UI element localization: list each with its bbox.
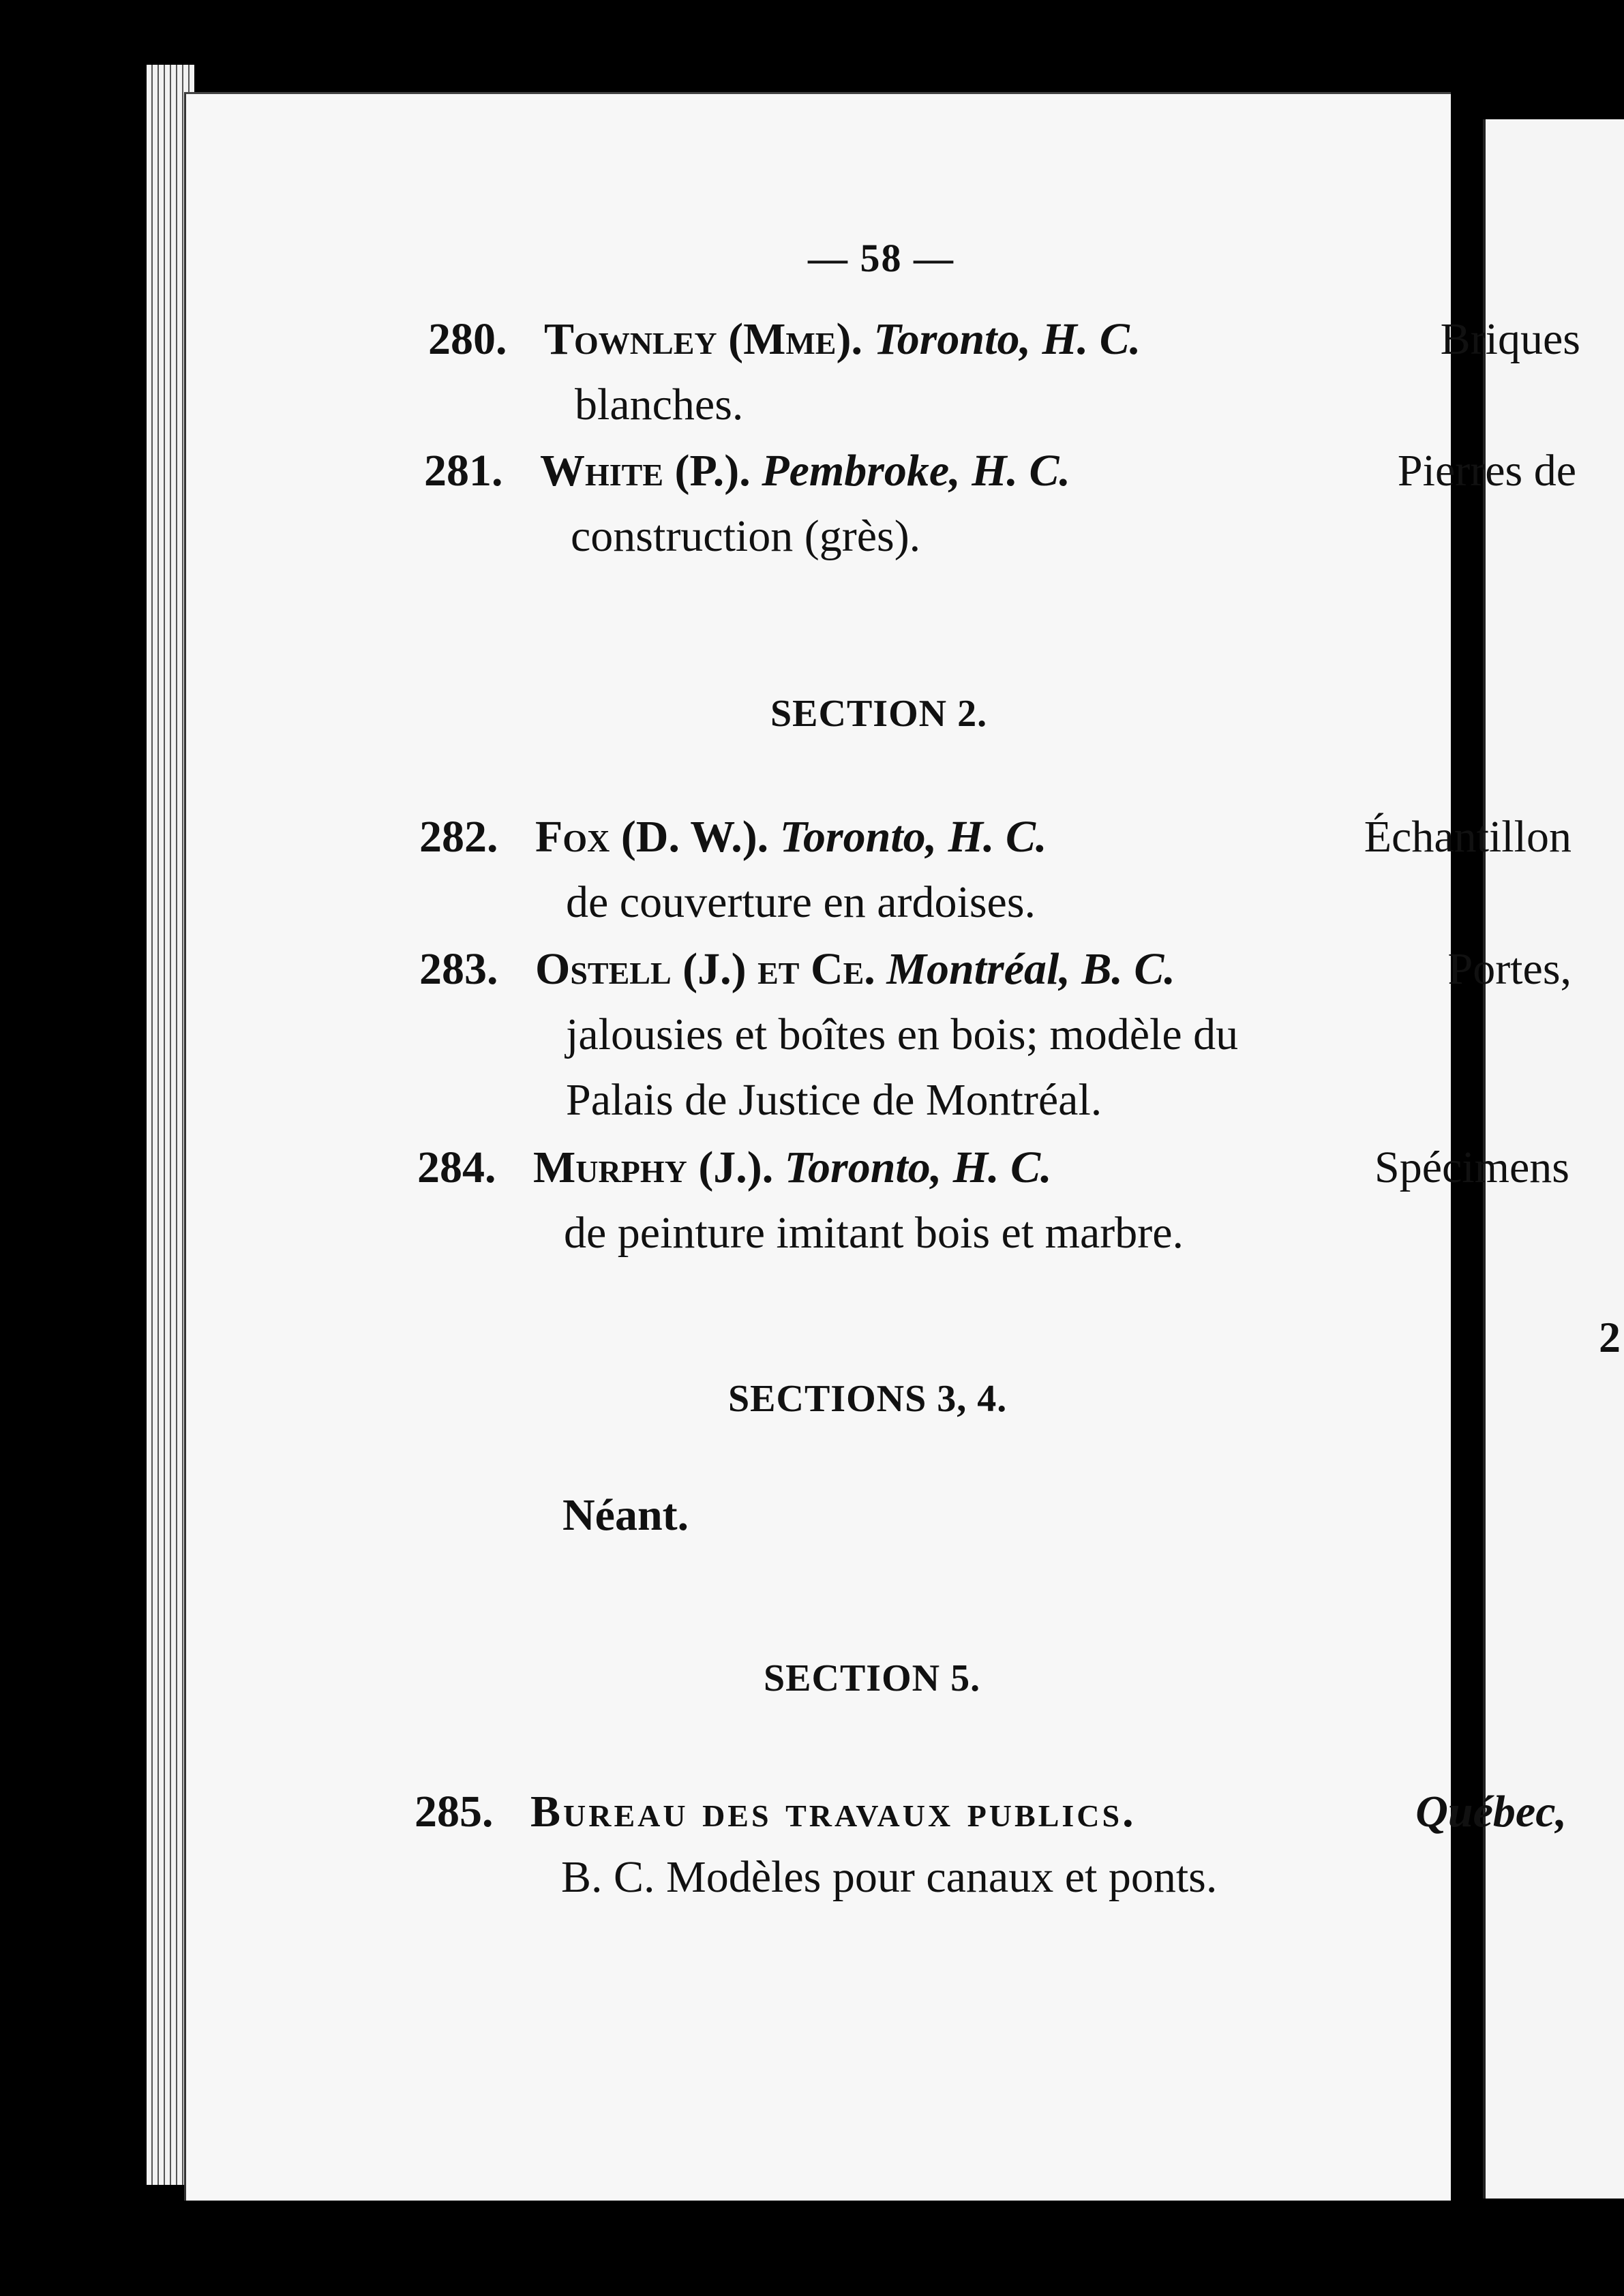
entry-continuation: blanches. xyxy=(575,380,744,429)
exhibitor-name: Townley (Mme). xyxy=(544,314,862,364)
exhibitor-place: Toronto, H. C. xyxy=(784,1143,1052,1192)
entry-continuation: construction (grès). xyxy=(571,511,921,561)
entry-number: 282. xyxy=(419,812,498,862)
entry-description: Spécimens xyxy=(1374,1143,1569,1192)
entry-284 xyxy=(417,1135,1569,1266)
exhibitor-place: Québec, xyxy=(1415,1787,1567,1837)
section-heading: SECTIONS 3, 4. xyxy=(728,1378,1008,1420)
exhibitor-place: Montréal, B. C. xyxy=(886,944,1175,994)
entry-continuation: B. C. Modèles pour canaux et ponts. xyxy=(561,1852,1218,1902)
entry-description: Pierres de xyxy=(1397,446,1576,496)
entry-280 xyxy=(428,307,1580,438)
entry-283 xyxy=(419,937,1572,1133)
exhibitor-name: Ostell (J.) et Ce. xyxy=(535,944,875,994)
entry-description: Portes, xyxy=(1447,944,1572,994)
entry-continuation: Palais de Justice de Montréal. xyxy=(566,1075,1102,1125)
facing-page-fragment: 2 xyxy=(1599,1313,1621,1361)
exhibitor-place: Toronto, H. C. xyxy=(873,314,1141,364)
entry-description: Échantillon xyxy=(1364,812,1572,862)
entry-number: 280. xyxy=(428,314,507,364)
entry-281 xyxy=(424,438,1576,569)
exhibitor-name: White (P.). xyxy=(540,446,751,496)
exhibitor-name: Fox (D. W.). xyxy=(535,812,769,862)
page-number: — 58 — xyxy=(808,236,954,280)
exhibitor-place: Pembroke, H. C. xyxy=(762,446,1071,496)
entry-282 xyxy=(419,804,1572,935)
entry-description: Briques xyxy=(1440,314,1580,364)
entry-continuation: de couverture en ardoises. xyxy=(566,877,1036,927)
exhibitor-name: Bureau des travaux publics. xyxy=(530,1787,1137,1837)
entry-continuation: jalousies et boîtes en bois; modèle du xyxy=(566,1010,1239,1059)
section-text: Néant. xyxy=(562,1490,689,1540)
exhibitor-place: Toronto, H. C. xyxy=(779,812,1047,862)
entry-number: 285. xyxy=(415,1787,494,1837)
entry-number: 284. xyxy=(417,1143,496,1192)
section-heading: SECTION 5. xyxy=(764,1657,981,1700)
exhibitor-name: Murphy (J.). xyxy=(533,1143,774,1192)
section-heading: SECTION 2. xyxy=(770,693,988,735)
entry-285 xyxy=(415,1779,1567,1910)
entry-number: 281. xyxy=(424,446,503,496)
entry-number: 283. xyxy=(419,944,498,994)
entry-continuation: de peinture imitant bois et marbre. xyxy=(564,1208,1184,1258)
